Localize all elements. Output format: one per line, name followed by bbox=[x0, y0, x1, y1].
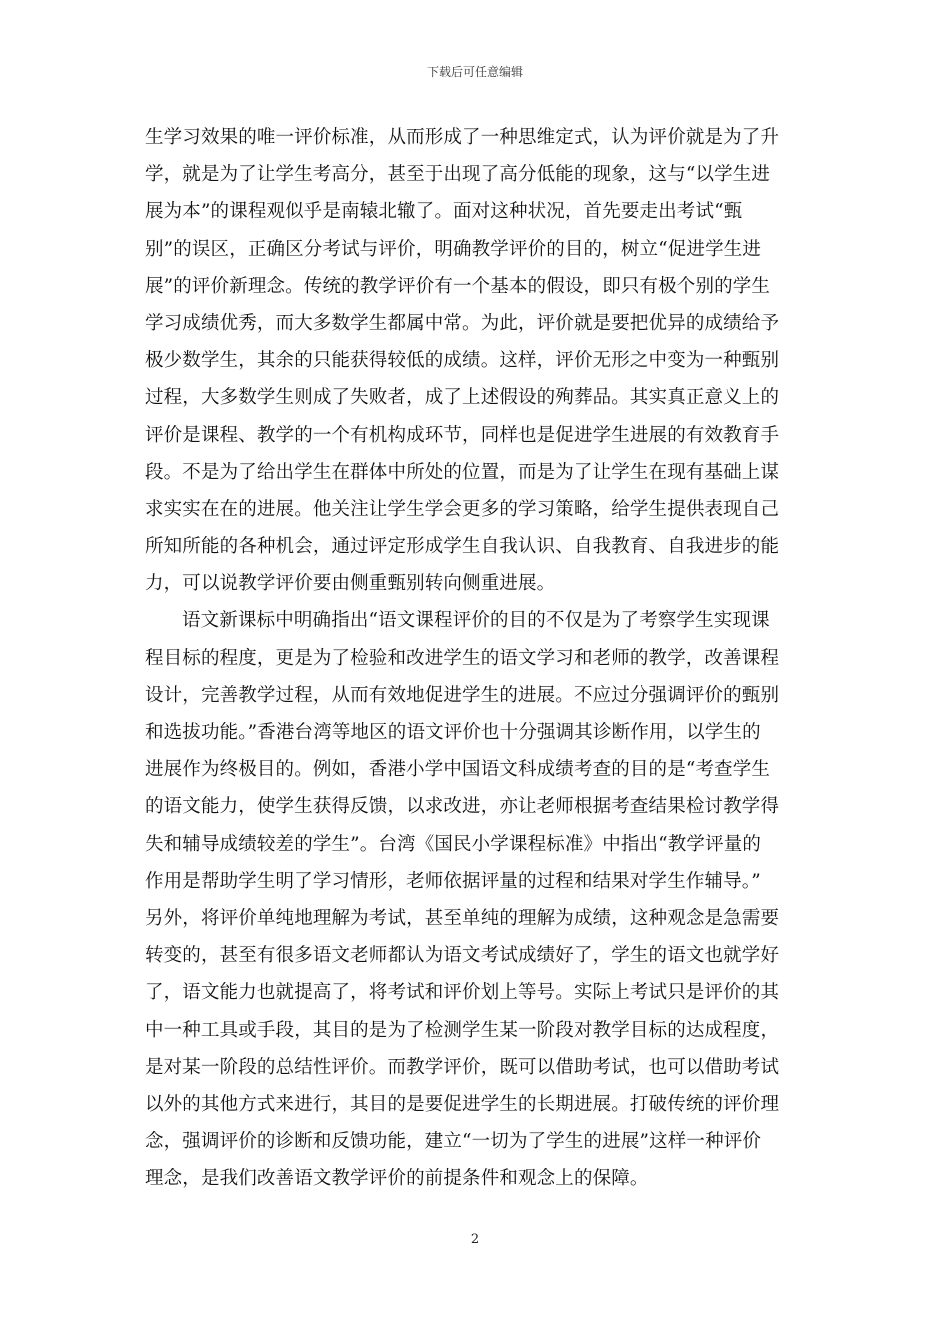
text-line: 中一种工具或手段，其目的是为了检测学生某一阶段对教学目标的达成程度， bbox=[145, 1019, 780, 1041]
text-line: 进展作为终极目的。例如，香港小学中国语文科成绩考查的目的是“考查学生 bbox=[145, 759, 771, 781]
text-line-indented: 语文新课标中明确指出“语文课程评价的目的不仅是为了考察学生实现课 bbox=[182, 610, 770, 632]
text-line: 理念，是我们改善语文教学评价的前提条件和观念上的保障。 bbox=[145, 1168, 649, 1190]
text-line: 所知所能的各种机会，通过评定形成学生自我认识、自我教育、自我进步的能 bbox=[145, 536, 780, 558]
text-line: 的语文能力，使学生获得反馈，以求改进，亦让老师根据考查结果检讨教学得 bbox=[145, 796, 780, 818]
text-line: 段。不是为了给出学生在群体中所处的位置，而是为了让学生在现有基础上谋 bbox=[145, 461, 780, 483]
page-number: 2 bbox=[470, 1232, 480, 1247]
text-line: 失和辅导成绩较差的学生”。台湾《国民小学课程标准》中指出“教学评量的 bbox=[145, 833, 762, 855]
paragraph-2 bbox=[145, 602, 809, 1197]
text-line: 设计，完善教学过程，从而有效地促进学生的进展。不应过分强调评价的甄别 bbox=[145, 684, 780, 706]
text-line: 念，强调评价的诊断和反馈功能，建立“一切为了学生的进展”这样一种评价 bbox=[145, 1131, 762, 1153]
text-line: 求实实在在的进展。他关注让学生学会更多的学习策略，给学生提供表现自己 bbox=[145, 498, 780, 520]
text-line: 学，就是为了让学生考高分，甚至于出现了高分低能的现象，这与“以学生进 bbox=[145, 164, 771, 186]
text-line: 和选拔功能。”香港台湾等地区的语文评价也十分强调其诊断作用，以学生的 bbox=[145, 722, 761, 743]
text-line: 展”的评价新理念。传统的教学评价有一个基本的假设，即只有极个别的学生 bbox=[145, 275, 771, 297]
text-line: 别”的误区，正确区分考试与评价，明确教学评价的目的，树立“促进学生进 bbox=[145, 238, 762, 260]
text-line: 了，语文能力也就提高了，将考试和评价划上等号。实际上考试只是评价的其 bbox=[145, 982, 780, 1004]
text-line: 以外的其他方式来进行，其目的是要促进学生的长期进展。打破传统的评价理 bbox=[145, 1093, 780, 1115]
document-body bbox=[145, 119, 809, 1197]
paragraph-1 bbox=[145, 119, 809, 602]
text-line: 极少数学生，其余的只能获得较低的成绩。这样，评价无形之中变为一种甄别 bbox=[145, 350, 780, 372]
text-line: 生学习效果的唯一评价标准，从而形成了一种思维定式，认为评价就是为了升 bbox=[145, 127, 780, 148]
text-line: 程目标的程度，更是为了检验和改进学生的语文学习和老师的教学，改善课程 bbox=[145, 647, 780, 669]
text-line: 作用是帮助学生明了学习情形，老师依据评量的过程和结果对学生作辅导。” bbox=[145, 870, 761, 892]
text-line: 过程，大多数学生则成了失败者，成了上述假设的殉葬品。其实真正意义上的 bbox=[145, 387, 780, 409]
text-line: 学习成绩优秀，而大多数学生都属中常。为此，评价就是要把优异的成绩给予 bbox=[145, 312, 780, 334]
text-line: 另外，将评价单纯地理解为考试，甚至单纯的理解为成绩，这种观念是急需要 bbox=[145, 907, 780, 929]
text-line: 力，可以说教学评价要由侧重甄别转向侧重进展。 bbox=[145, 573, 556, 595]
text-line: 转变的，甚至有很多语文老师都认为语文考试成绩好了，学生的语文也就学好 bbox=[145, 945, 780, 967]
text-line: 评价是课程、教学的一个有机构成环节，同样也是促进学生进展的有效教育手 bbox=[145, 424, 780, 446]
text-line: 展为本”的课程观似乎是南辕北辙了。面对这种状况，首先要走出考试“甄 bbox=[145, 201, 743, 223]
page-header: 下载后可任意编辑 bbox=[426, 65, 523, 79]
text-line: 是对某一阶段的总结性评价。而教学评价，既可以借助考试，也可以借助考试 bbox=[145, 1056, 780, 1078]
